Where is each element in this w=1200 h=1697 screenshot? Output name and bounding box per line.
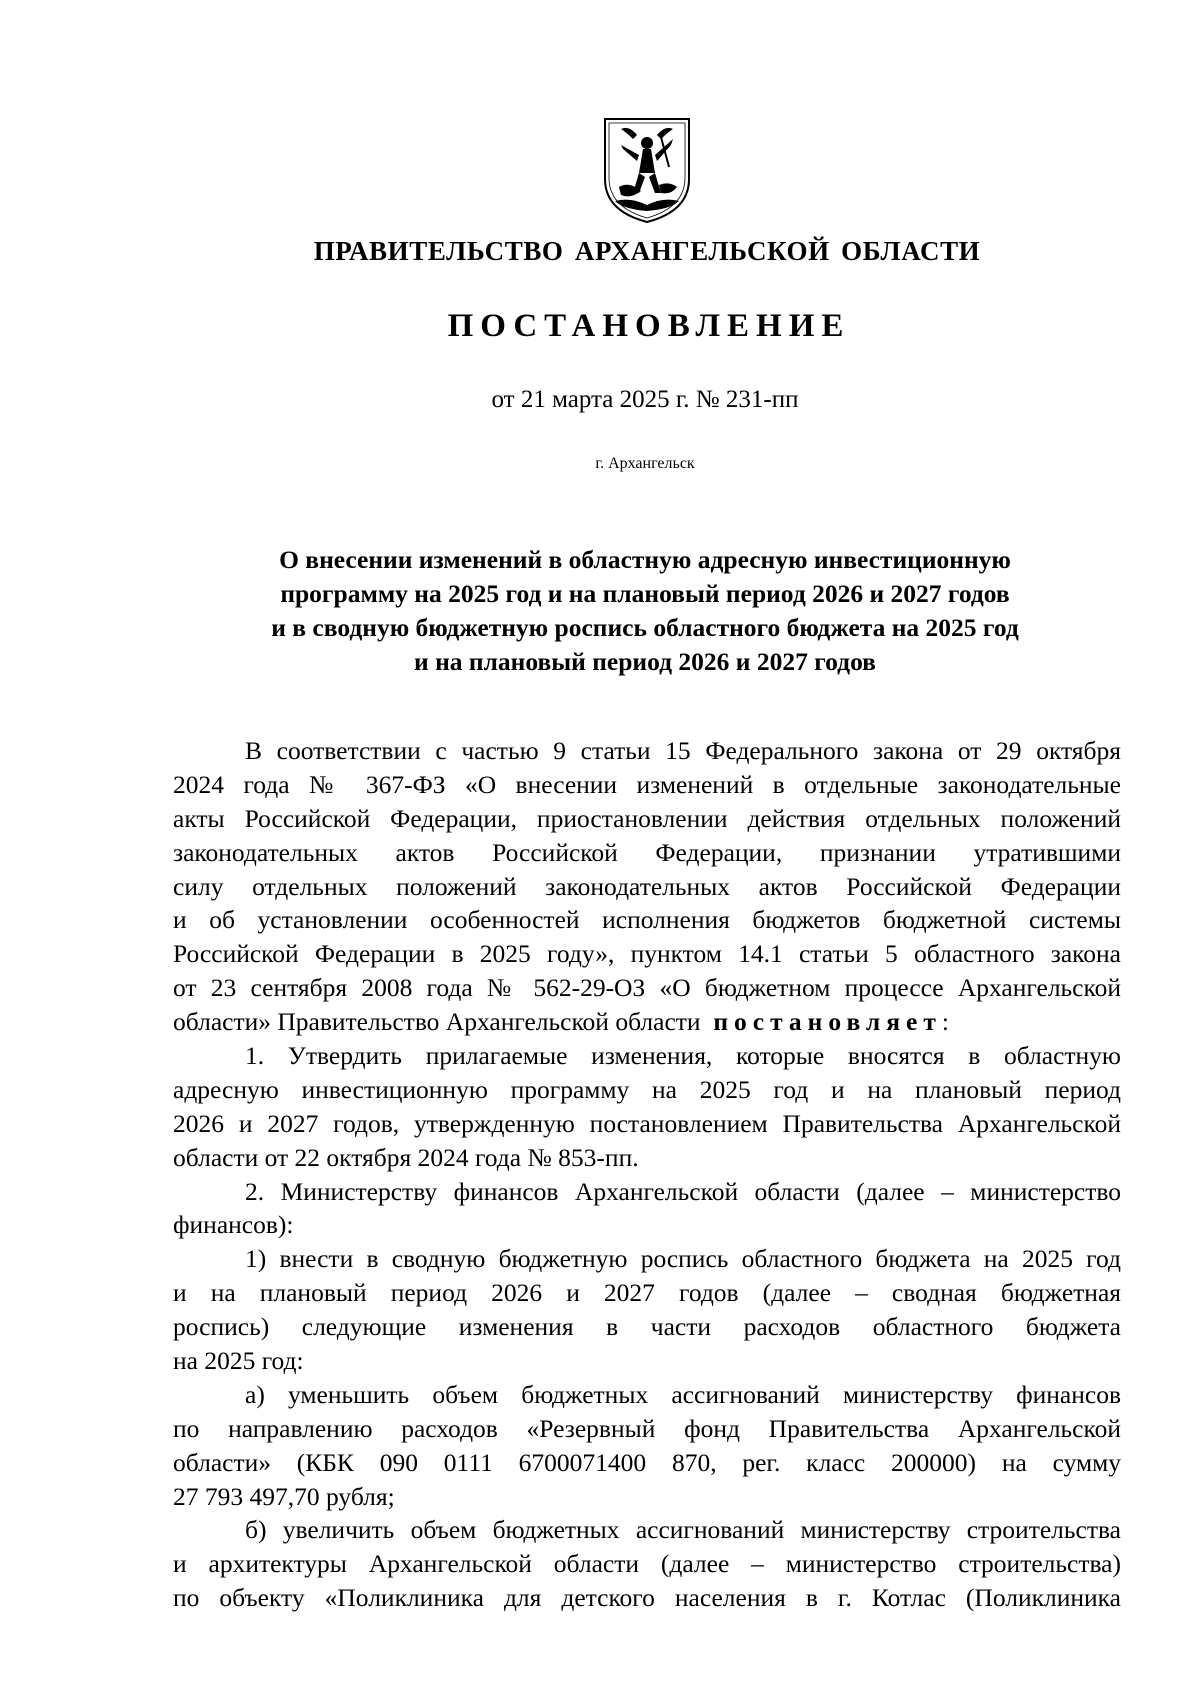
body-line: от 23 сентября 2008 года № 562-29-ОЗ «О бюджетном процессе Архангельской <box>173 973 1121 1003</box>
subject-line: и на плановый период 2026 и 2027 годов <box>414 647 876 676</box>
document-type: ПОСТАНОВЛЕНИЕ <box>447 308 851 344</box>
coat-of-arms-emblem <box>599 115 695 225</box>
body-line: законодательных актов Российской Федерации, признании утратившими <box>173 837 1121 867</box>
body-line-decree <box>173 1005 1121 1039</box>
body-line: 2. Министерству финансов Архангельской области (далее – министерство <box>245 1176 1121 1206</box>
body-line: Российской Федерации в 2025 году», пунктом 14.1 статьи 5 областного закона <box>173 939 1121 969</box>
body-line-text: области» Правительство Архангельской области <box>173 1007 701 1037</box>
body-line: 1. Утвердить прилагаемые изменения, которые вносятся в областную <box>245 1041 1121 1071</box>
body-line: области от 22 октября 2024 года № 853-пп. <box>173 1142 639 1172</box>
body-line: финансов): <box>173 1210 294 1240</box>
document-subject <box>180 543 1110 679</box>
decree-colon: : <box>941 1007 949 1037</box>
body-line: адресную инвестиционную программу на 2025 год и на плановый период <box>173 1074 1121 1104</box>
body-line: акты Российской Федерации, приостановлении действия отдельных положений <box>173 803 1121 833</box>
body-line: и об установлении особенностей исполнения бюджетов бюджетной системы <box>173 905 1121 935</box>
body-line: 1) внести в сводную бюджетную роспись областного бюджета на 2025 год <box>245 1244 1121 1274</box>
body-line: силу отдельных положений законодательных актов Российской Федерации <box>173 871 1121 901</box>
body-line: роспись) следующие изменения в части расходов областного бюджета <box>173 1312 1121 1342</box>
body-line: а) уменьшить объем бюджетных ассигнований министерству финансов <box>245 1379 1121 1409</box>
body-line: 27 793 497,70 рубля; <box>173 1481 395 1511</box>
body-line: и на плановый период 2026 и 2027 годов (далее – сводная бюджетная <box>173 1278 1121 1308</box>
subject-line: программу на 2025 год и на плановый период 2026 и 2027 годов <box>280 579 1010 608</box>
body-line: и архитектуры Архангельской области (далее – министерство строительства) <box>173 1549 1121 1579</box>
government-name: ПРАВИТЕЛЬСТВО АРХАНГЕЛЬСКОЙ ОБЛАСТИ <box>313 236 981 266</box>
subject-line: и в сводную бюджетную роспись областного бюджета на 2025 год <box>271 613 1019 642</box>
document-city: г. Архангельск <box>595 455 695 472</box>
body-line: на 2025 год: <box>173 1346 304 1376</box>
body-line: 2024 года № 367-ФЗ «О внесении изменений в отдельные законодательные <box>173 769 1121 799</box>
body-line: по направлению расходов «Резервный фонд Правительства Архангельской <box>173 1413 1121 1443</box>
document-date-number: от 21 марта 2025 г. № 231-пп <box>491 386 799 413</box>
body-line: б) увеличить объем бюджетных ассигнований министерству строительства <box>245 1515 1121 1545</box>
subject-line: О внесении изменений в областную адресную инвестиционную <box>279 545 1011 574</box>
body-line: 2026 и 2027 годов, утвержденную постановлением Правительства Архангельской <box>173 1108 1121 1138</box>
body-line: области» (КБК 090 0111 6700071400 870, рег. класс 200000) на сумму <box>173 1447 1121 1477</box>
decree-word: постановляет <box>713 1007 942 1037</box>
body-line: по объекту «Поликлиника для детского населения в г. Котлас (Поликлиника <box>173 1583 1121 1613</box>
body-line: В соответствии с частью 9 статьи 15 Федерального закона от 29 октября <box>245 736 1121 765</box>
document-body <box>173 734 1121 1615</box>
